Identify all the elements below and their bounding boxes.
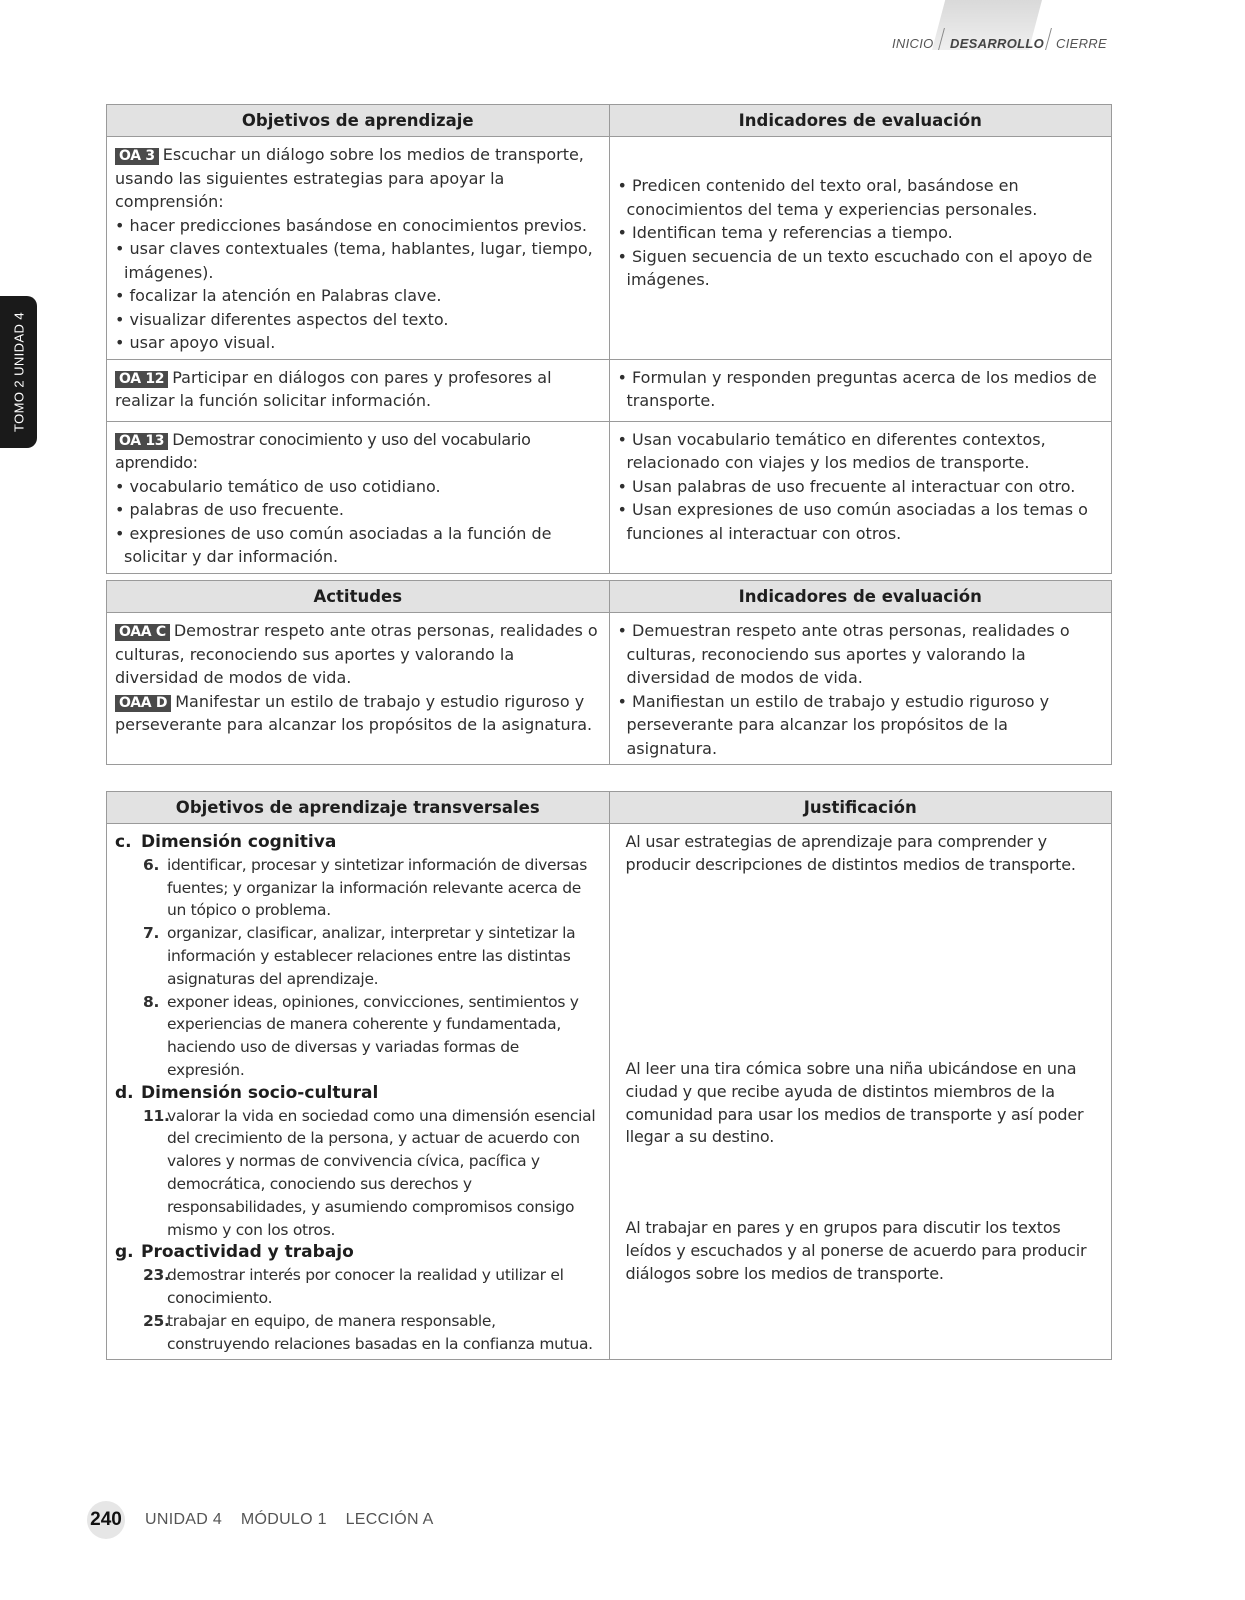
table-row	[107, 824, 1112, 1360]
attitude-badge: OAA C	[115, 624, 170, 641]
indicator-cell	[609, 137, 1112, 360]
objective-text: Escuchar un diálogo sobre los medios de transporte, usando las siguientes estrategias para apoyar la comprensión:	[115, 145, 584, 211]
list-item: • vocabulario temático de uso cotidiano.	[115, 476, 441, 496]
objective-cell	[107, 359, 610, 421]
list-item: 25.trabajar en equipo, de manera responsable, construyendo relaciones basadas en la confianza mutua.	[143, 1311, 593, 1353]
attitude-text: Demostrar respeto ante otras personas, realidades o culturas, reconociendo sus aportes y valorando la diversidad de modos de vida.	[115, 621, 598, 687]
justification-text: Al trabajar en pares y en grupos para discutir los textos leídos y escuchados y al ponerse de acuerdo para producir diálogos sobre los medios de transporte.	[625, 1218, 1087, 1283]
list-item: • Usan palabras de uso frecuente al interactuar con otro.	[617, 476, 1076, 496]
transversal-objectives-table	[106, 791, 1112, 1360]
section-heading: c. Dimensión cognitiva	[115, 832, 337, 852]
section-heading: d. Dimensión socio-cultural	[115, 1082, 379, 1103]
nav-divider	[1045, 28, 1052, 50]
column-header: Indicadores de evaluación	[609, 581, 1112, 613]
list-item: • palabras de uso frecuente.	[115, 500, 344, 519]
attitude-cell	[107, 613, 610, 765]
breadcrumb-leccion: LECCIÓN A	[345, 1511, 434, 1528]
list-item: • Siguen secuencia de un texto escuchado con el apoyo de imágenes.	[617, 246, 1093, 289]
column-header: Indicadores de evaluación	[609, 105, 1112, 137]
justification-text: Al usar estrategias de aprendizaje para comprender y producir descripciones de distintos medios de transporte.	[625, 832, 1076, 874]
indicator-cell	[609, 421, 1112, 573]
volume-unit-label: TOMO 2 UNIDAD 4	[11, 312, 26, 432]
column-header: Justificación	[609, 792, 1112, 824]
indicator-cell	[609, 359, 1112, 421]
list-item: • Demuestran respeto ante otras personas, realidades o culturas, reconociendo sus aportes y valorando la diversidad de modos de vida.	[617, 621, 1070, 687]
objective-badge: OA 13	[115, 433, 168, 450]
list-item: • expresiones de uso común asociadas a la función de solicitar y dar información.	[115, 523, 552, 566]
nav-inicio[interactable]: INICIO	[892, 36, 934, 51]
indicator-cell	[609, 613, 1112, 765]
section-heading: g. Proactividad y trabajo	[115, 1242, 354, 1263]
table-row	[107, 613, 1112, 765]
attitude-badge: OAA D	[115, 695, 171, 712]
objective-text: Demostrar conocimiento y uso del vocabulario aprendido:	[115, 429, 531, 472]
list-item: • Usan expresiones de uso común asociadas a los temas o funciones al interactuar con otros.	[617, 500, 1088, 543]
justification-text: Al leer una tira cómica sobre una niña ubicándose en una ciudad y que recibe ayuda de distintos miembros de la comunidad para usar los medios de transporte y así poder llegar a su destino.	[625, 1059, 1084, 1147]
list-item: • visualizar diferentes aspectos del texto.	[115, 309, 449, 329]
list-item: • Formulan y responden preguntas acerca de los medios de transporte.	[617, 367, 1097, 410]
nav-cierre[interactable]: CIERRE	[1056, 36, 1107, 51]
learning-objectives-table	[106, 104, 1112, 574]
list-item: 8. exponer ideas, opiniones, convicciones, sentimientos y experiencias de manera coherente y fundamentada, haciendo uso de diversas y variadas formas de expresión.	[143, 992, 579, 1079]
objective-cell	[107, 137, 610, 360]
list-item: • usar claves contextuales (tema, hablantes, lugar, tiempo, imágenes).	[115, 239, 593, 282]
list-item: • Predicen contenido del texto oral, basándose en conocimientos del tema y experiencias personales.	[617, 176, 1038, 219]
list-item: • usar apoyo visual.	[115, 333, 276, 352]
breadcrumb	[145, 1511, 448, 1529]
column-header: Objetivos de aprendizaje	[107, 105, 610, 137]
objective-badge: OA 12	[115, 371, 168, 388]
table-row	[107, 359, 1112, 421]
section-nav	[880, 0, 1120, 56]
list-item: • Identifican tema y referencias a tiempo.	[617, 223, 953, 242]
justification-cell	[609, 824, 1112, 1360]
breadcrumb-unidad: UNIDAD 4	[145, 1511, 223, 1528]
page-number: 240	[87, 1501, 125, 1539]
attitude-text: Manifestar un estilo de trabajo y estudio riguroso y perseverante para alcanzar los propósitos de la asignatura.	[115, 691, 593, 734]
list-item: • focalizar la atención en Palabras clave.	[115, 286, 442, 305]
table-row	[107, 421, 1112, 573]
attitudes-table	[106, 580, 1112, 765]
column-header: Objetivos de aprendizaje transversales	[107, 792, 610, 824]
list-item: 6. identificar, procesar y sintetizar información de diversas fuentes; y organizar la información relevante acerca de un tópico o problema.	[143, 855, 588, 920]
objective-text: Participar en diálogos con pares y profesores al realizar la función solicitar información.	[115, 367, 552, 410]
breadcrumb-modulo: MÓDULO 1	[240, 1511, 327, 1528]
volume-unit-tab	[0, 296, 37, 448]
list-item: 11.valorar la vida en sociedad como una dimensión esencial del crecimiento de la persona, y actuar de acuerdo con valores y normas de convivencia cívica, pacífica y democrática, conociendo sus derechos y responsabilidades, y asumiendo compromisos consigo mismo y con los otros.	[143, 1106, 596, 1239]
transversal-objectives-cell	[107, 824, 610, 1360]
list-item: • hacer predicciones basándose en conocimientos previos.	[115, 215, 587, 235]
list-item: 7. organizar, clasificar, analizar, interpretar y sintetizar la información y establecer relaciones entre las distintas asignaturas del aprendizaje.	[143, 924, 576, 988]
nav-desarrollo[interactable]: DESARROLLO	[950, 36, 1044, 51]
table-row	[107, 137, 1112, 360]
list-item: 23.demostrar interés por conocer la realidad y utilizar el conocimiento.	[143, 1266, 564, 1307]
column-header: Actitudes	[107, 581, 610, 613]
objective-badge: OA 3	[115, 148, 159, 165]
list-item: • Usan vocabulario temático en diferentes contextos, relacionado con viajes y los medios de transporte.	[617, 429, 1046, 472]
list-item: • Manifiestan un estilo de trabajo y estudio riguroso y perseverante para alcanzar los propósitos de la asignatura.	[617, 691, 1050, 758]
objective-cell	[107, 421, 610, 573]
